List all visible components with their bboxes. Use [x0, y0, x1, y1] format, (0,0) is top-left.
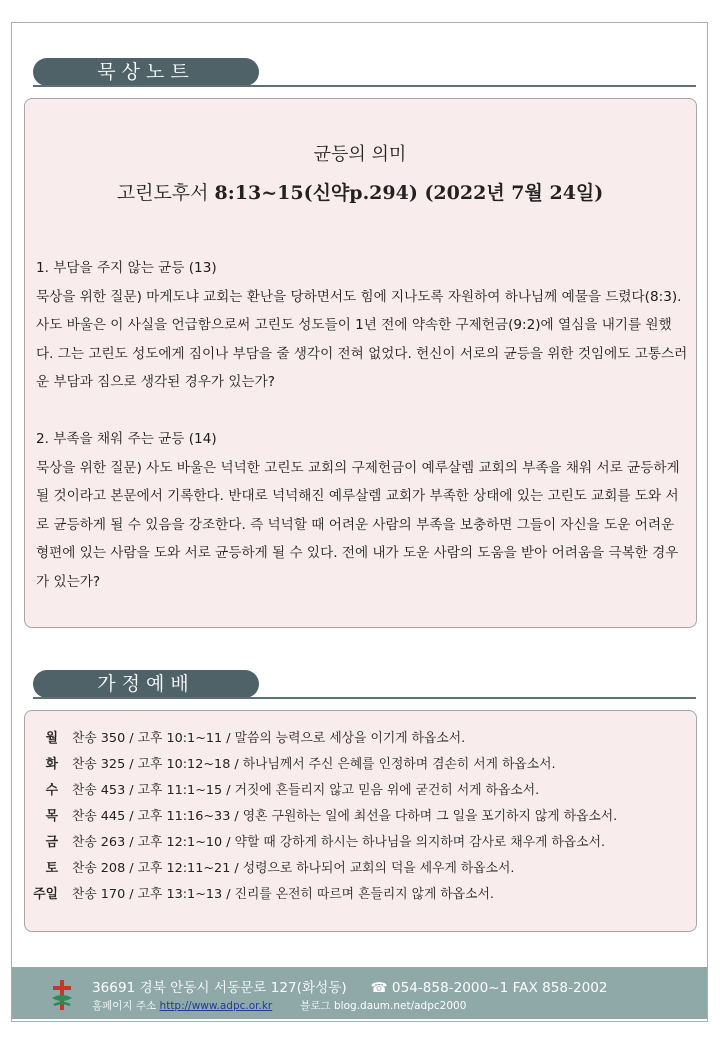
meditation-header: 묵상노트: [33, 58, 259, 86]
footer-address: 36691 경북 안동시 서동문로 127(화성동): [92, 980, 347, 996]
worship-text: 찬송 350 / 고후 10:1~11 / 말씀의 능력으로 세상을 이기게 하옵소서.: [72, 731, 466, 746]
footer-links: [92, 998, 466, 1013]
worship-header: 가정예배: [33, 670, 259, 698]
worship-row-tue: [30, 752, 690, 778]
day-label: 수: [45, 783, 58, 798]
reference-verses: 8:13~15(신약p.294) (2022년 7월 24일): [214, 182, 604, 204]
worship-text: 찬송 263 / 고후 12:1~10 / 약할 때 강하게 하시는 하나님을 의지하며 감사로 채우게 하옵소서.: [72, 835, 606, 850]
day-label: 토: [45, 861, 58, 876]
day-label: 목: [45, 809, 58, 824]
worship-row-thu: [30, 804, 690, 830]
section-heading: 2. 부족을 채워 주는 균등 (14): [36, 431, 217, 447]
church-logo-icon: [48, 978, 76, 1012]
worship-row-sat: [30, 856, 690, 882]
footer-contact: [92, 976, 608, 996]
meditation-reference: [0, 178, 720, 205]
worship-text: 찬송 453 / 고후 11:1~15 / 거짓에 흔들리지 않고 믿음 위에 굳건히 서게 하옵소서.: [72, 783, 540, 798]
worship-text: 찬송 170 / 고후 13:1~13 / 진리를 온전히 따르며 흔들리지 않게 하옵소서.: [72, 887, 494, 902]
worship-row-sun: [30, 882, 690, 908]
worship-header-rule: [33, 697, 696, 699]
worship-text: 찬송 445 / 고후 11:16~33 / 영혼 구원하는 일에 최선을 다하며 그 일을 포기하지 않게 하옵소서.: [72, 809, 618, 824]
meditation-header-rule: [33, 85, 696, 87]
worship-row-wed: [30, 778, 690, 804]
section-body: 묵상을 위한 질문) 사도 바울은 넉넉한 고린도 교회의 구제헌금이 예루살렘 교회의 부족을 채워 서로 균등하게 될 것이라고 본문에서 기록한다. 반대로 넉넉해진 예루살렘 교회가 부족한 상태에 있는 고린도 교회를 도와 서로 균등하게 될 수 있음을 강조한다. 즉 넉넉할 때 어려운 사람의 부족을 보충하면 그들이 자신을 도운 어려운 형편에 있는 사람을 도와 서로 균등하게 될 수 있다. 전에 내가 도운 사람의 도움을 받아 어려움을 극복한 경우가 있는가?: [36, 459, 680, 590]
worship-text: 찬송 208 / 고후 12:11~21 / 성령으로 하나되어 교회의 덕을 세우게 하옵소서.: [72, 861, 515, 876]
homepage-link[interactable]: http://www.adpc.or.kr: [159, 1000, 273, 1012]
section-body: 묵상을 위한 질문) 마게도냐 교회는 환난을 당하면서도 힘에 지나도록 자원하여 하나님께 예물을 드렸다(8:3). 사도 바울은 이 사실을 언급함으로써 고린도 성도들이 1년 전에 약속한 구제헌금(9:2)에 열심을 내기를 원했다. 그는 고린도 성도에게 짐이나 부담을 줄 생각이 전혀 없었다. 헌신이 서로의 균등을 위한 것임에도 고통스러운 부담과 짐으로 생각된 경우가 있는가?: [36, 288, 688, 390]
meditation-section-1: [36, 254, 688, 397]
worship-row-mon: [30, 726, 690, 752]
footer-phone: ☎ 054-858-2000~1 FAX 858-2002: [370, 980, 608, 996]
worship-list: [30, 726, 690, 908]
day-label: 금: [45, 835, 58, 850]
reference-book: 고린도후서: [116, 182, 215, 204]
day-label: 주일: [33, 887, 58, 902]
worship-row-fri: [30, 830, 690, 856]
footer-blog[interactable]: 블로그 blog.daum.net/adpc2000: [300, 1000, 467, 1012]
section-heading: 1. 부담을 주지 않는 균등 (13): [36, 260, 217, 276]
day-label: 화: [45, 757, 58, 772]
meditation-section-2: [36, 425, 688, 596]
homepage-label: 홈페이지 주소: [92, 1000, 160, 1012]
meditation-title: 균등의 의미: [313, 144, 407, 165]
worship-text: 찬송 325 / 고후 10:12~18 / 하나님께서 주신 은혜를 인정하며 겸손히 서게 하옵소서.: [72, 757, 556, 772]
day-label: 월: [45, 731, 58, 746]
